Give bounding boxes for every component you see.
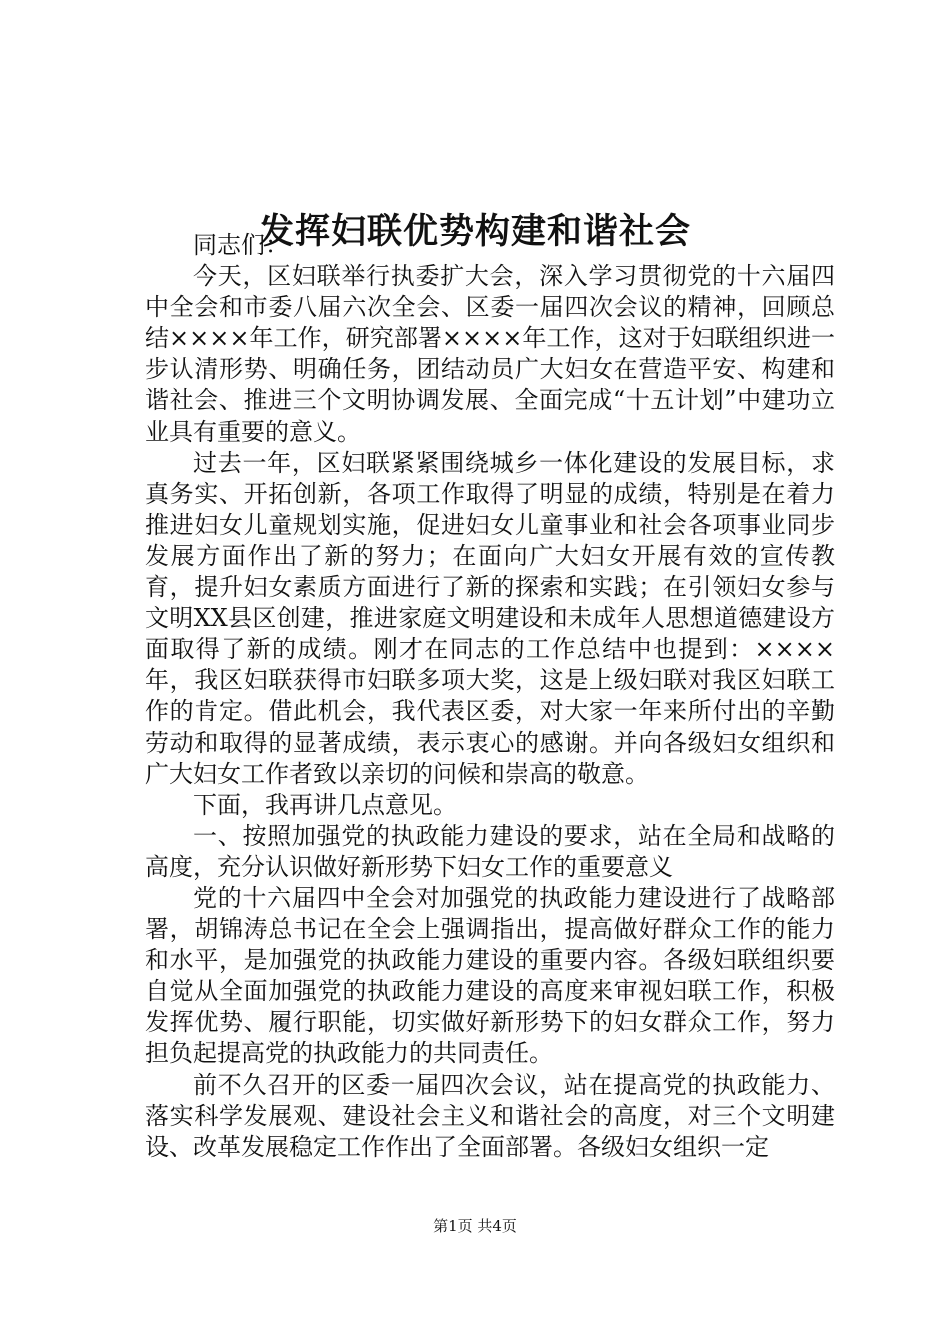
section-heading: 一、按照加强党的执政能力建设的要求，站在全局和战略的高度，充分认识做好新形势下妇女工作的重要意义 xyxy=(145,821,835,881)
paragraph: 前不久召开的区委一届四次会议，站在提高党的执政能力、落实科学发展观、建设社会主义和谐社会的高度，对三个文明建设、改革发展稳定工作作出了全面部署。各级妇女组织一定 xyxy=(145,1070,835,1161)
paragraph: 今天，区妇联举行执委扩大会，深入学习贯彻党的十六届四中全会和市委八届六次全会、区委一届四次会议的精神，回顾总结××××年工作，研究部署××××年工作，这对于妇联组织进一步认清形势、明确任务，团结动员广大妇女在营造平安、构建和谐社会、推进三个文明协调发展、全面完成“十五计划”中建功立业具有重要的意义。 xyxy=(145,262,835,446)
document-title: 发挥妇联优势构建和谐社会 xyxy=(258,211,691,253)
document-body xyxy=(145,230,835,1163)
paragraph: 下面，我再讲几点意见。 xyxy=(193,790,457,819)
salutation: 同志们： xyxy=(193,231,289,259)
page-number-footer: 第1页 共4页 xyxy=(433,1217,517,1235)
paragraph: 过去一年，区妇联紧紧围绕城乡一体化建设的发展目标，求真务实、开拓创新，各项工作取得了明显的成绩，特别是在着力推进妇女儿童规划实施，促进妇女儿童事业和社会各项事业同步发展方面作出了新的努力；在面向广大妇女开展有效的宣传教育，提升妇女素质方面进行了新的探索和实践；在引领妇女参与文明XX县区创建，推进家庭文明建设和未成年人思想道德建设方面取得了新的成绩。刚才在同志的工作总结中也提到：××××年，我区妇联获得市妇联多项大奖，这是上级妇联对我区妇联工作的肯定。借此机会，我代表区委，对大家一年来所付出的辛勤劳动和取得的显著成绩，表示衷心的感谢。并向各级妇女组织和广大妇女工作者致以亲切的问候和崇高的敬意。 xyxy=(145,448,835,788)
paragraph: 党的十六届四中全会对加强党的执政能力建设进行了战略部署，胡锦涛总书记在全会上强调指出，提高做好群众工作的能力和水平，是加强党的执政能力建设的重要内容。各级妇联组织要自觉从全面加强党的执政能力建设的高度来审视妇联工作，积极发挥优势、履行职能，切实做好新形势下的妇女群众工作，努力担负起提高党的执政能力的共同责任。 xyxy=(145,883,835,1068)
